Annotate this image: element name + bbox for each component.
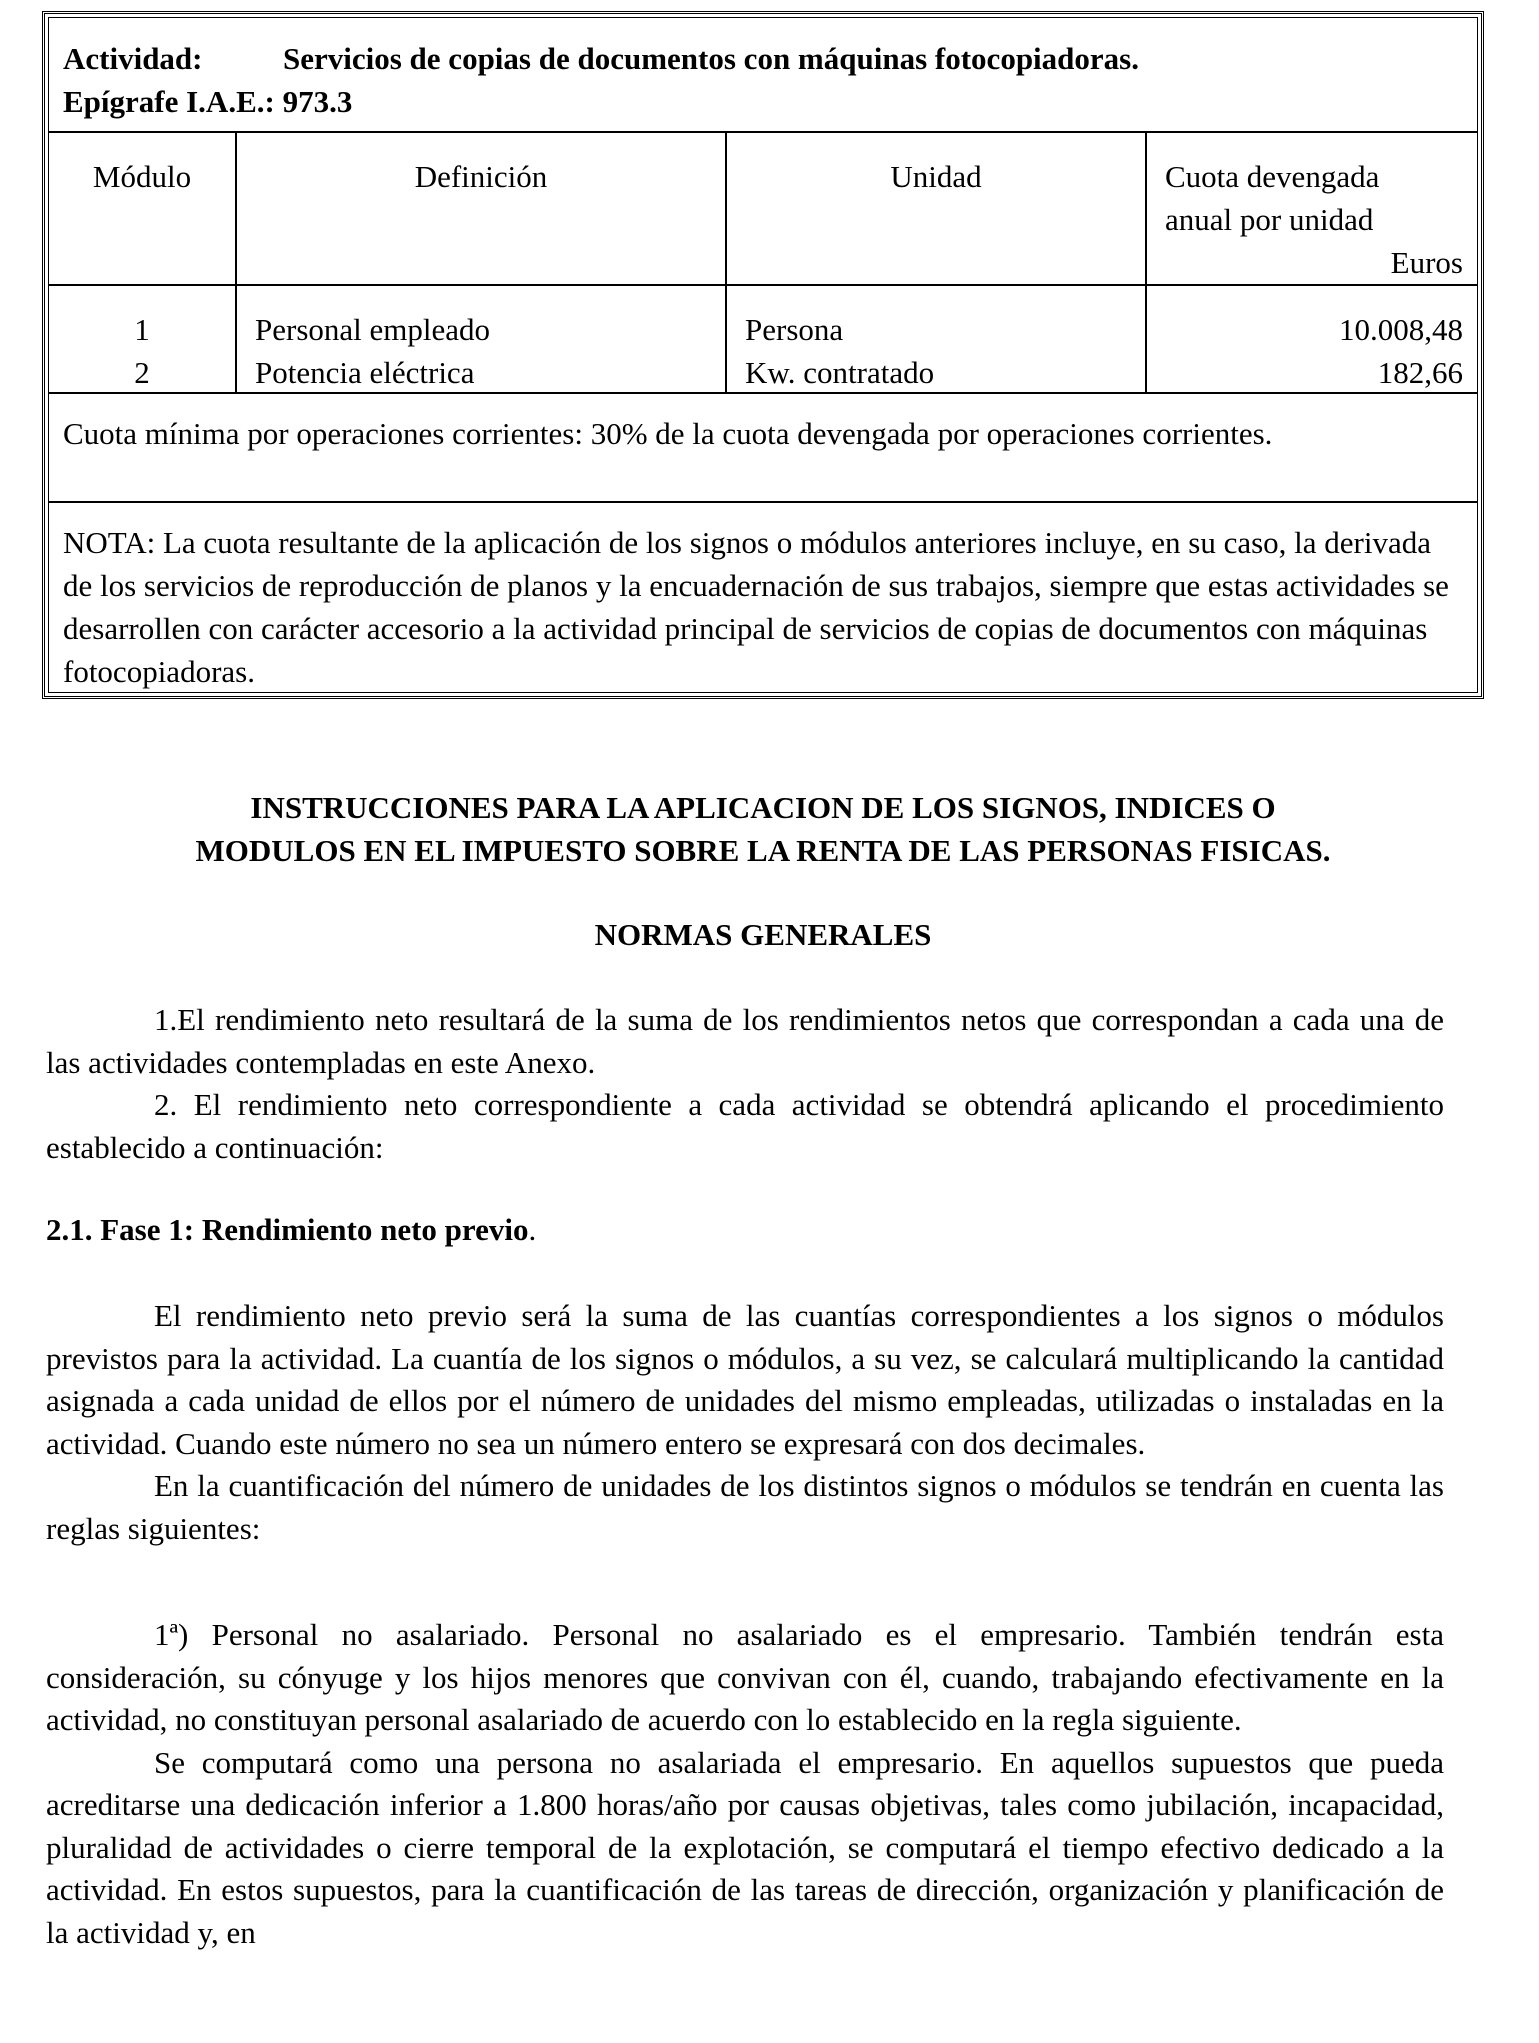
paragraph-5: 1ª) Personal no asalariado. Personal no asalariado es el empresario. También tendrán esta consideración, su cónyuge y los hijos menores que convivan con él, cuando, trabajando efectivamente en la actividad, no constituyan personal asalariado de acuerdo con lo establecido en la regla siguiente. xyxy=(46,1617,1444,1737)
header-cuota-line2: anual por unidad xyxy=(1165,202,1374,237)
data-cell-unidad xyxy=(727,286,1147,392)
table-cell: Kw. contratado xyxy=(745,355,935,390)
activity-line xyxy=(63,37,1139,80)
table-title-row xyxy=(49,18,1477,133)
table-cell: Persona xyxy=(745,312,844,347)
activity-table xyxy=(42,11,1484,699)
paragraph-6: Se computará como una persona no asalariada el empresario. En aquellos supuestos que pueda acreditarse una dedicación inferior a 1.800 horas/año por causas objetivas, tales como jubilación, incapacidad, pluralidad de actividades o cierre temporal de la explotación, se computará el tiempo efectivo dedicado a la actividad. En estos supuestos, para la cuantificación de las tareas de dirección, organización y planificación de la actividad y, en xyxy=(46,1744,1444,1950)
header-definicion: Definición xyxy=(414,159,548,194)
section-title-period: . xyxy=(528,1212,537,1247)
table-cell: 182,66 xyxy=(1377,355,1463,390)
activity-text: Servicios de copias de documentos con máquinas fotocopiadoras. xyxy=(283,41,1139,76)
header-cell-definicion xyxy=(237,133,727,284)
epigrafe-line: Epígrafe I.A.E.: 973.3 xyxy=(63,84,353,119)
header-cuota xyxy=(1165,155,1463,284)
activity-label: Actividad: xyxy=(63,41,203,76)
paragraph-2: 2. El rendimiento neto correspondiente a cada actividad se obtendrá aplicando el procedimiento establecido a continuación: xyxy=(46,1087,1444,1165)
header-unidad: Unidad xyxy=(890,159,982,194)
section-title xyxy=(46,1208,536,1251)
instructions-heading xyxy=(42,786,1484,872)
cuota-minima-text: Cuota mínima por operaciones corrientes: 30% de la cuota devengada por operaciones corrientes. xyxy=(63,416,1273,451)
header-cell-unidad xyxy=(727,133,1147,284)
data-cell-modulo xyxy=(49,286,237,392)
cuota-minima-row xyxy=(49,394,1477,503)
paragraph-1: 1.El rendimiento neto resultará de la suma de los rendimientos netos que correspondan a cada una de las actividades contempladas en este Anexo. xyxy=(46,1002,1444,1080)
data-cell-definicion xyxy=(237,286,727,392)
table-inner-frame xyxy=(48,17,1478,693)
intro-paragraphs xyxy=(46,999,1444,1169)
cuota-values xyxy=(1157,308,1463,394)
modulo-values xyxy=(49,308,235,394)
table-cell: Personal empleado xyxy=(255,312,491,347)
definicion-values xyxy=(255,308,715,394)
paragraph-4: En la cuantificación del número de unidades de los distintos signos o módulos se tendrán en cuenta las reglas siguientes: xyxy=(46,1468,1444,1546)
paragraph-3: El rendimiento neto previo será la suma de las cuantías correspondientes a los signos o módulos previstos para la actividad. La cuantía de los signos o módulos, a su vez, se calculará multiplicando la cantidad asignada a cada unidad de ellos por el número de unidades del mismo empleadas, utilizadas o instaladas en la actividad. Cuando este número no sea un número entero se expresará con dos decimales. xyxy=(46,1298,1444,1461)
section-paragraphs-b xyxy=(46,1614,1444,1954)
data-cell-cuota xyxy=(1147,286,1477,392)
nota-text: NOTA: La cuota resultante de la aplicación de los signos o módulos anteriores incluye, en su caso, la derivada de los servicios de reproducción de planos y la encuadernación de sus trabajos, siempre que estas actividades se desarrollen con carácter accesorio a la actividad principal de servicios de copias de documentos con máquinas fotocopiadoras. xyxy=(63,525,1449,689)
nota-row xyxy=(49,503,1477,695)
header-cell-modulo xyxy=(49,133,237,284)
table-data-row xyxy=(49,286,1477,394)
unidad-values xyxy=(745,308,1135,394)
section-title-text: 2.1. Fase 1: Rendimiento neto previo xyxy=(46,1212,529,1247)
instructions-heading-line2: MODULOS EN EL IMPUESTO SOBRE LA RENTA DE LAS PERSONAS FISICAS. xyxy=(195,833,1331,868)
header-cuota-line1: Cuota devengada xyxy=(1165,159,1380,194)
table-cell: 1 xyxy=(134,312,150,347)
table-header-row xyxy=(49,133,1477,286)
table-cell: 2 xyxy=(134,355,150,390)
section-paragraphs-a xyxy=(46,1295,1444,1550)
table-cell: Potencia eléctrica xyxy=(255,355,475,390)
normas-generales-heading: NORMAS GENERALES xyxy=(594,917,932,952)
header-cell-cuota xyxy=(1147,133,1477,284)
header-cuota-euros: Euros xyxy=(1390,245,1463,280)
header-modulo: Módulo xyxy=(92,159,192,194)
table-cell: 10.008,48 xyxy=(1339,312,1463,347)
instructions-heading-line1: INSTRUCCIONES PARA LA APLICACION DE LOS SIGNOS, INDICES O xyxy=(250,790,1276,825)
activity-title xyxy=(63,37,1139,123)
